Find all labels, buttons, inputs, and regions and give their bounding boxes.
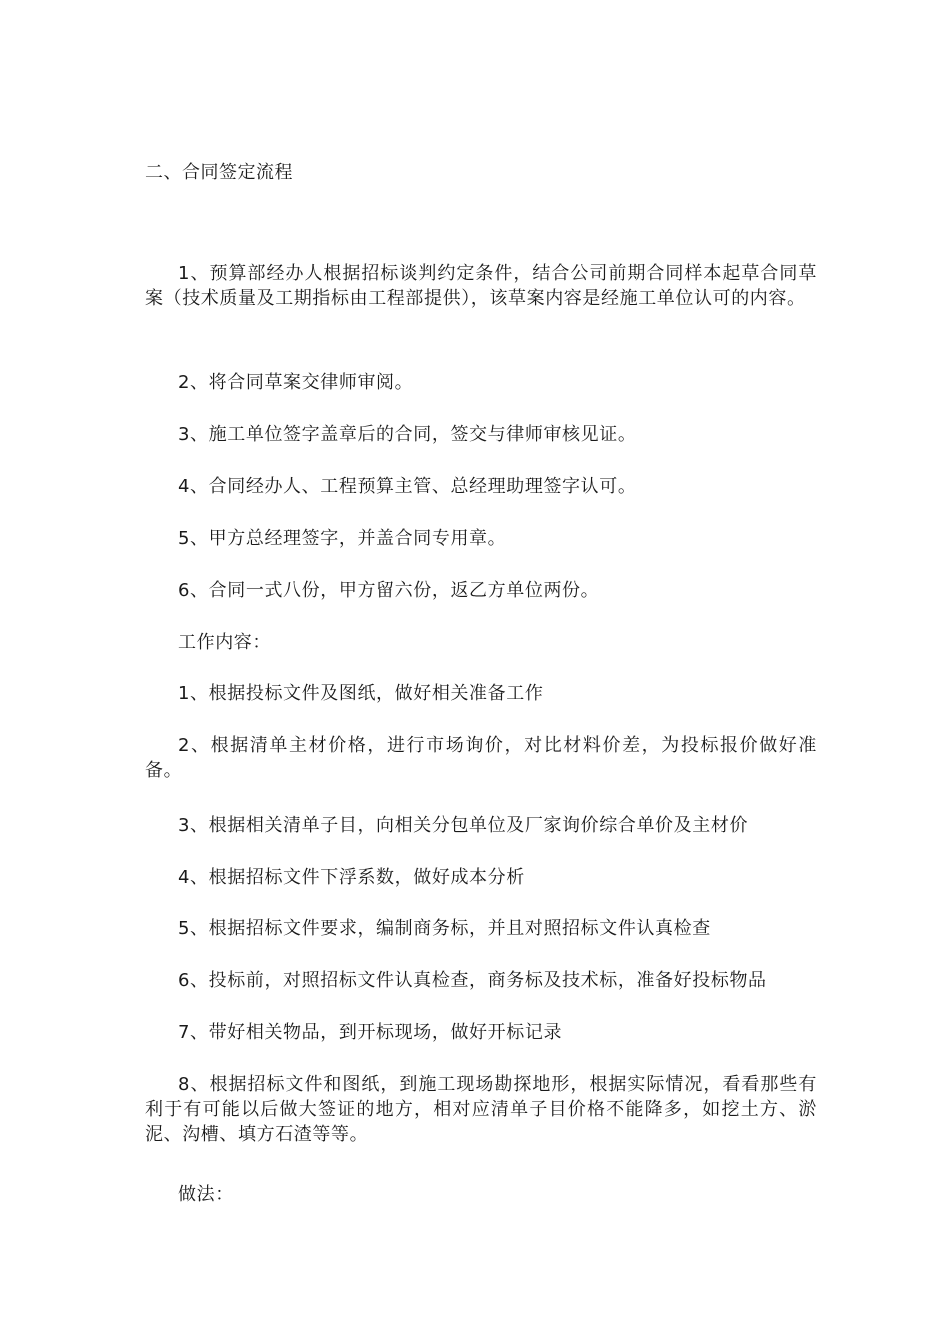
work-content-heading: 工作内容： — [178, 632, 271, 653]
work-item-7: 7、带好相关物品，到开标现场，做好开标记录 — [178, 1022, 563, 1043]
section-heading: 二、合同签定流程 — [145, 162, 293, 183]
work-item-5: 5、根据招标文件要求，编制商务标，并且对照招标文件认真检查 — [178, 918, 711, 939]
contract-step-3: 3、施工单位签字盖章后的合同，签交与律师审核见证。 — [178, 424, 637, 445]
contract-step-2: 2、将合同草案交律师审阅。 — [178, 372, 414, 393]
method-heading: 做法： — [178, 1184, 234, 1205]
work-item-4: 4、根据招标文件下浮系数，做好成本分析 — [178, 867, 525, 888]
contract-step-1: 1、预算部经办人根据招标谈判约定条件，结合公司前期合同样本起草合同草案（技术质量及工期指标由工程部提供），该草案内容是经施工单位认可的内容。 — [145, 263, 817, 309]
contract-step-6: 6、合同一式八份，甲方留六份，返乙方单位两份。 — [178, 580, 600, 601]
contract-step-4: 4、合同经办人、工程预算主管、总经理助理签字认可。 — [178, 476, 637, 497]
work-item-8: 8、根据招标文件和图纸，到施工现场勘探地形，根据实际情况，看看那些有利于有可能以后做大签证的地方，相对应清单子目价格不能降多，如挖土方、淤泥、沟槽、填方石渣等等。 — [145, 1074, 817, 1145]
contract-step-5: 5、甲方总经理签字，并盖合同专用章。 — [178, 528, 507, 549]
work-item-6: 6、投标前，对照招标文件认真检查，商务标及技术标，准备好投标物品 — [178, 970, 767, 991]
work-item-1: 1、根据投标文件及图纸，做好相关准备工作 — [178, 683, 544, 704]
work-item-2: 2、根据清单主材价格，进行市场询价，对比材料价差，为投标报价做好准备。 — [145, 735, 817, 781]
work-item-3: 3、根据相关清单子目，向相关分包单位及厂家询价综合单价及主材价 — [178, 815, 749, 836]
